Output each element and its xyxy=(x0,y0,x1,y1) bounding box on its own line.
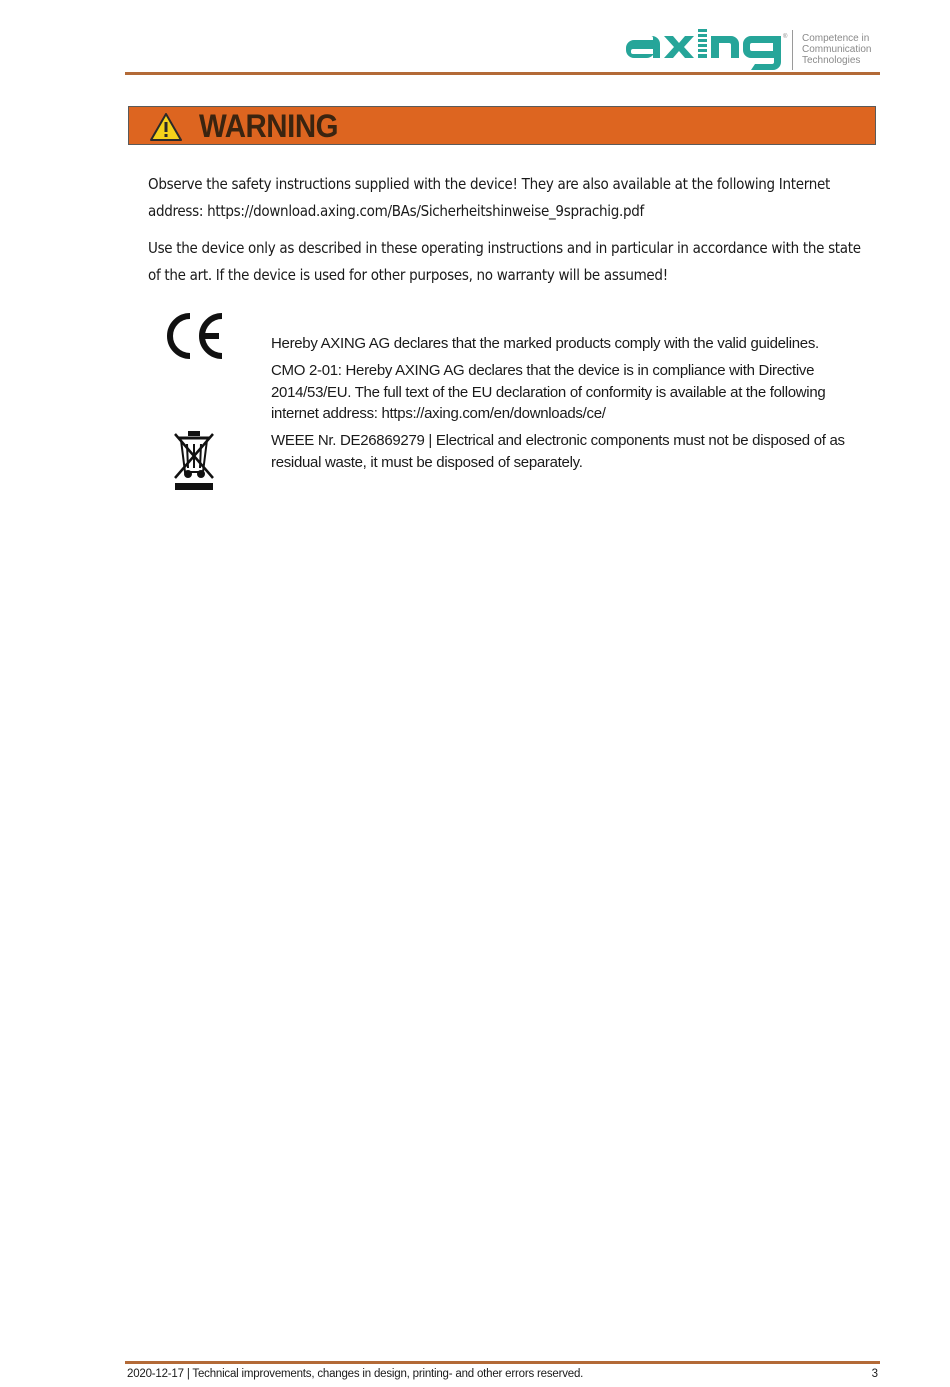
tagline-line: Communication xyxy=(802,44,872,55)
logo-tagline xyxy=(802,33,871,66)
weee-declaration: WEEE Nr. DE26869279 | Electrical and electronic components must not be disposed of as residual waste, it must be disposed of separately. xyxy=(271,432,845,471)
warning-triangle-icon xyxy=(149,112,183,142)
safety-paragraph: Observe the safety instructions supplied with the device! They are also available at the following Internet address: https://download.axing.com/BAs/Sicherheitshinweise_9sprachig.pdf xyxy=(148,175,830,220)
logo-separator xyxy=(792,30,793,70)
page-number: 3 xyxy=(871,1368,878,1380)
tagline-line: Competence in xyxy=(802,33,870,44)
warning-title: WARNING xyxy=(199,108,339,144)
footer-rule xyxy=(125,1361,880,1364)
axing-wordmark-icon xyxy=(622,26,790,72)
axing-logo xyxy=(622,26,882,72)
weee-bin-icon xyxy=(170,430,218,492)
ce-mark-icon xyxy=(163,310,227,362)
cmo-declaration: CMO 2-01: Hereby AXING AG declares that the device is in compliance with Directive 2014/53/EU. The full text of the EU declaration of conformity is available at the following internet address: https://axing.com/en/downloads/ce/ xyxy=(271,362,826,422)
svg-text:®: ® xyxy=(783,34,788,40)
warning-banner xyxy=(128,106,876,145)
tagline-line: Technologies xyxy=(802,55,861,66)
usage-paragraph: Use the device only as described in these operating instructions and in particular in accordance with the state of the art. If the device is used for other purposes, no warranty will be assumed! xyxy=(148,239,861,284)
ce-declaration: Hereby AXING AG declares that the marked products comply with the valid guidelines. xyxy=(271,335,819,352)
footer-disclaimer: 2020-12-17 | Technical improvements, changes in design, printing- and other errors reserved. xyxy=(127,1368,584,1380)
header-rule xyxy=(125,72,880,75)
